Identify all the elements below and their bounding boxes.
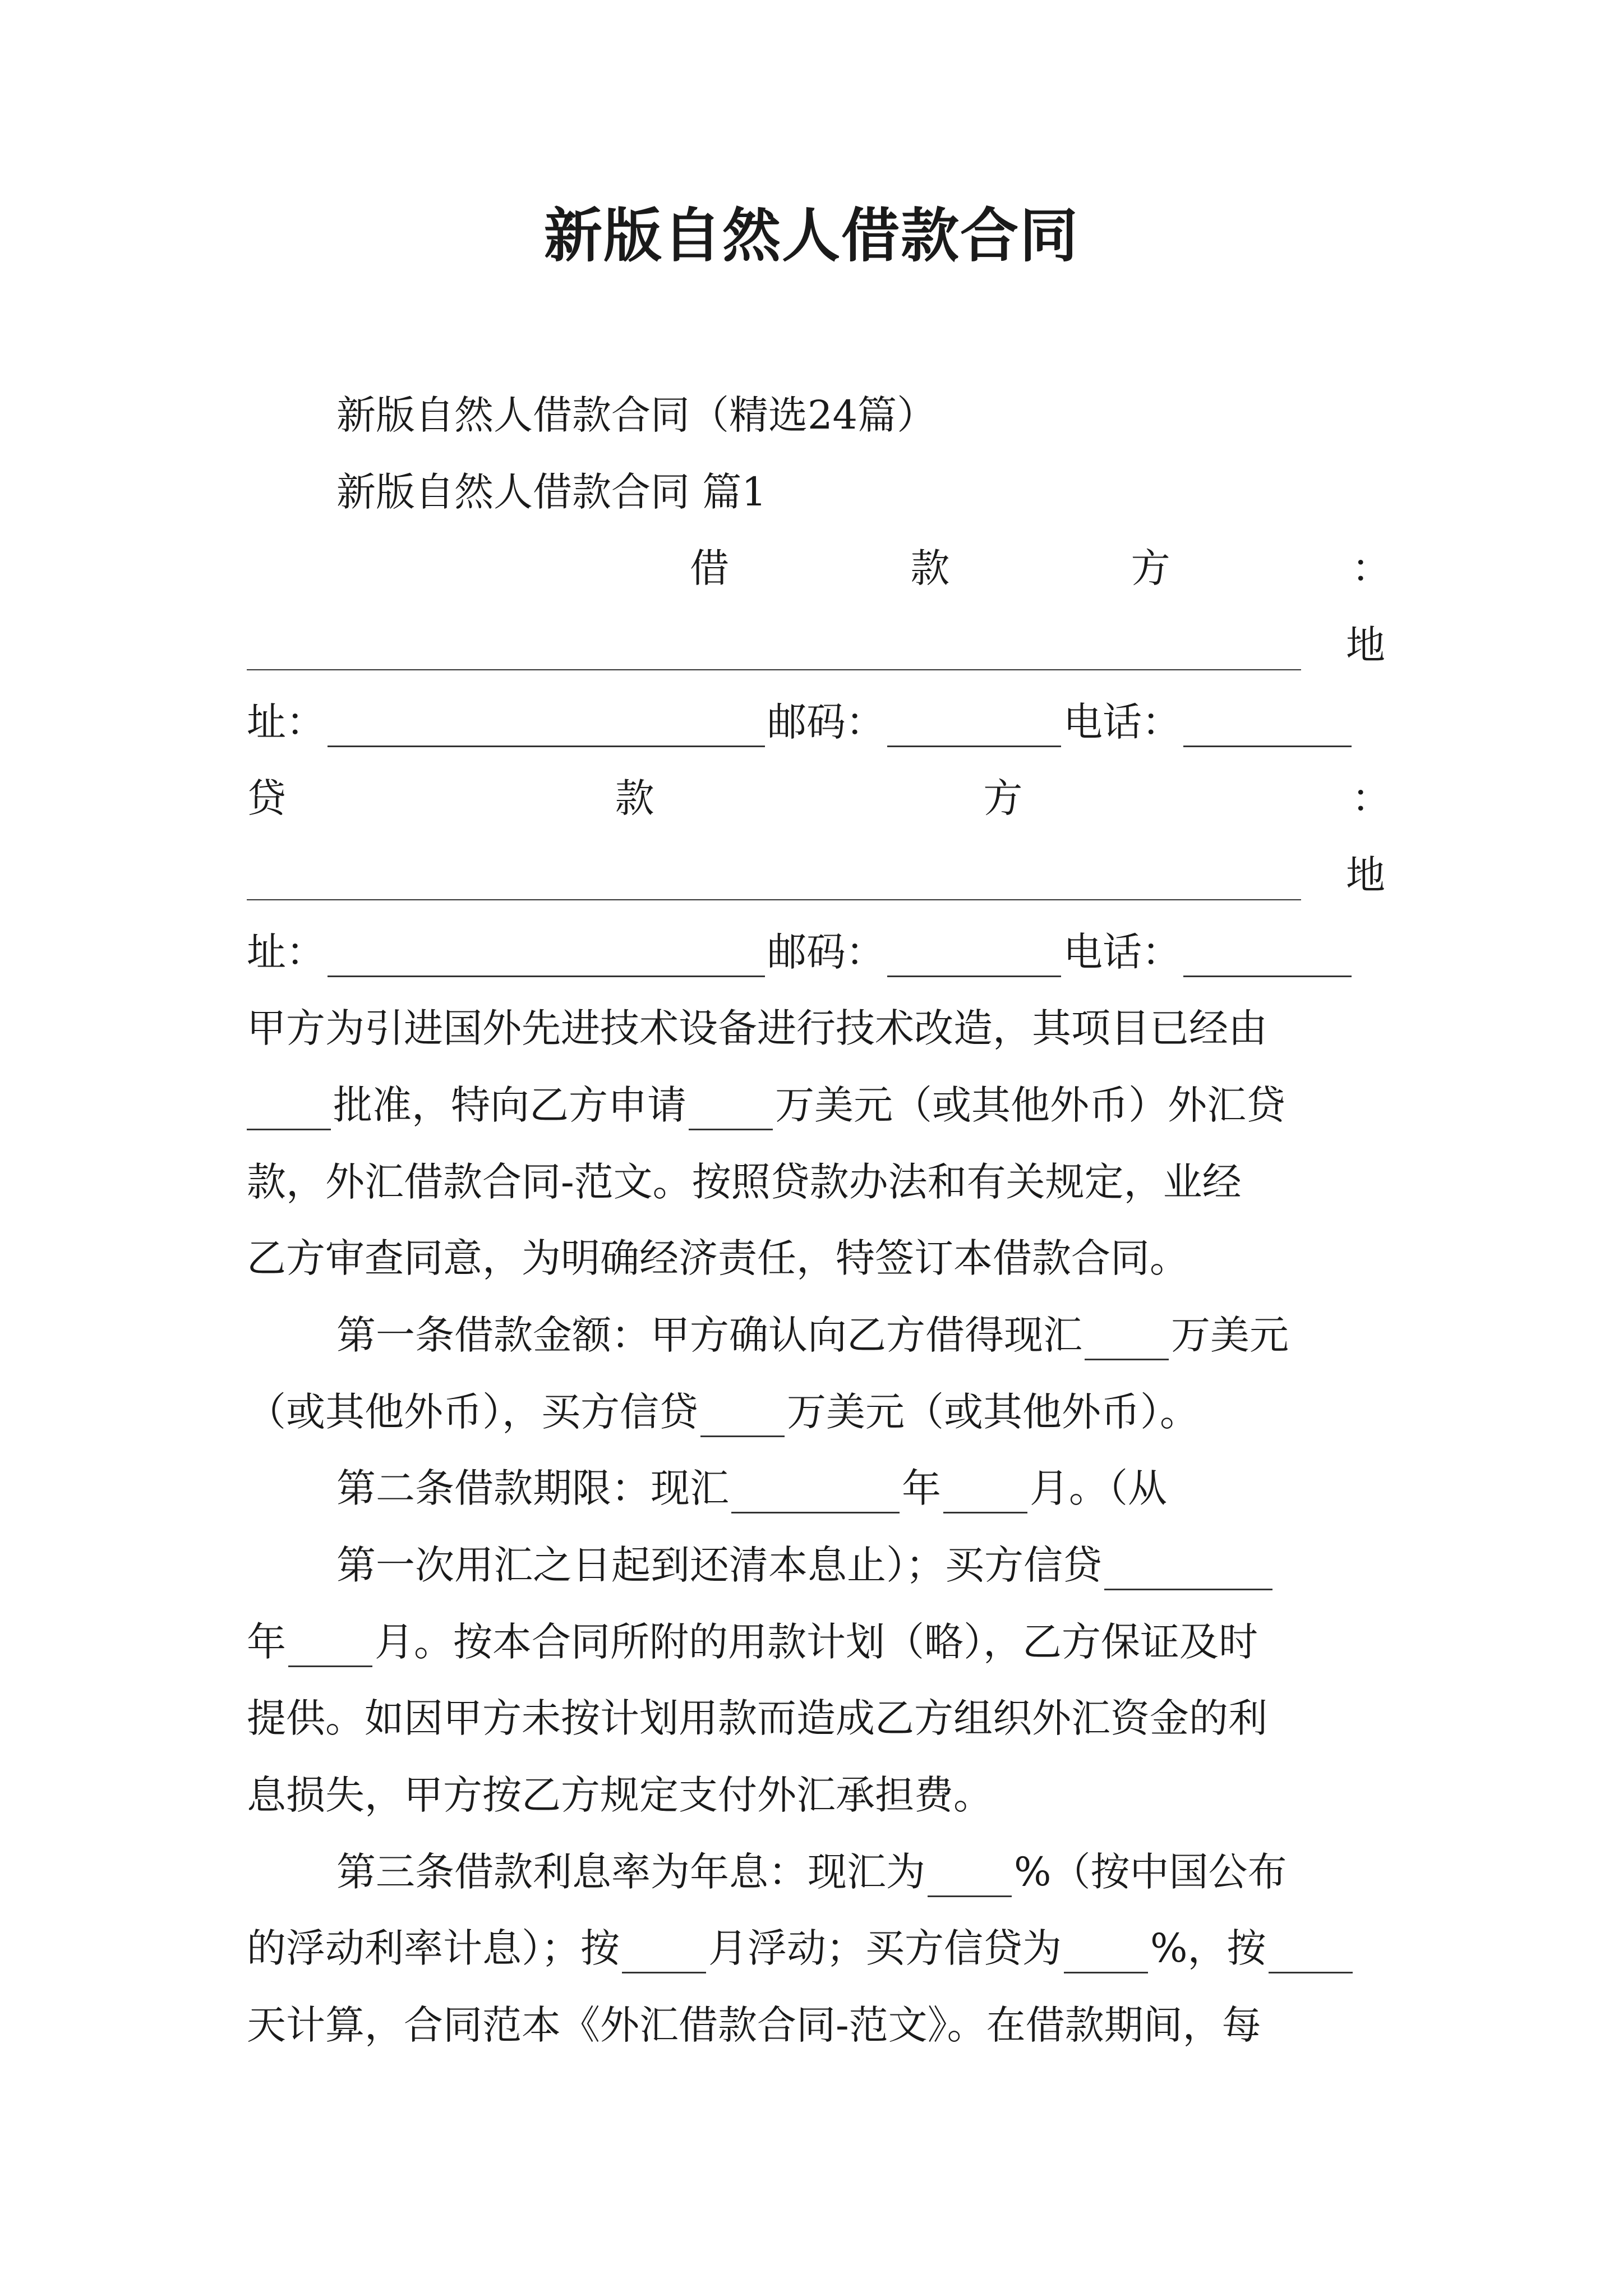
document-title: 新版自然人借款合同: [543, 201, 1079, 270]
borrower-label: 借 款 方 ：: [690, 545, 1391, 591]
article-3-line-2: 的浮动利率计息）；按 月浮动；买方信贷为 %，按: [247, 1923, 1391, 1973]
article-1-line-2: （或其他外币），买方信贷 万美元（或其他外币）。: [247, 1387, 1391, 1437]
spot-amount-blank[interactable]: [1085, 1319, 1169, 1360]
intro-line-1: 甲方为引进国外先进技术设备进行技术改造，其项目已经由: [247, 1005, 1267, 1051]
approver-blank[interactable]: [247, 1089, 331, 1130]
article-2-line-5: 息损失，甲方按乙方规定支付外汇承担费。: [247, 1772, 993, 1818]
lender-phone-blank[interactable]: [1183, 936, 1352, 977]
loan-amount-blank[interactable]: [689, 1089, 773, 1130]
day-count-blank[interactable]: [1269, 1932, 1353, 1973]
intro-line-4: 乙方审查同意，为明确经济责任，特签订本借款合同。: [247, 1235, 1189, 1281]
lender-name-line: 地: [247, 850, 1391, 900]
borrower-postcode-blank[interactable]: [887, 706, 1061, 747]
spot-term-month-blank[interactable]: [943, 1473, 1027, 1513]
article-2-line-3: 年 月。按本合同所附的用款计划（略），乙方保证及时: [247, 1617, 1391, 1667]
borrower-phone-blank[interactable]: [1183, 706, 1352, 747]
borrower-contact-line: 址： 邮码： 电话：: [247, 697, 1391, 747]
lender-postcode-blank[interactable]: [887, 936, 1061, 977]
spot-term-year-blank[interactable]: [731, 1473, 900, 1513]
borrower-name-blank[interactable]: [247, 630, 1301, 670]
lender-name-blank[interactable]: [247, 860, 1301, 900]
borrower-address-blank[interactable]: [328, 706, 765, 747]
article-2-line-1: 第二条借款期限：现汇 年 月。（从: [336, 1463, 1391, 1513]
float-month-blank[interactable]: [622, 1932, 706, 1973]
buyer-credit-term-year-blank[interactable]: [1104, 1549, 1272, 1590]
buyer-credit-amount-blank[interactable]: [700, 1396, 785, 1437]
article-3-line-3: 天计算，合同范本《外汇借款合同-范文》。在借款期间，每: [247, 2002, 1261, 2048]
lender-contact-line: 址： 邮码： 电话：: [247, 927, 1391, 977]
article-2-line-4: 提供。如因甲方未按计划用款而造成乙方组织外汇资金的利: [247, 1695, 1267, 1741]
intro-line-3: 款，外汇借款合同-范文。按照贷款办法和有关规定，业经: [247, 1159, 1242, 1205]
lender-address-blank[interactable]: [328, 936, 765, 977]
article-3-line-1: 第三条借款利息率为年息：现汇为 %（按中国公布: [336, 1847, 1391, 1897]
intro-line-2: 批准，特向乙方申请 万美元（或其他外币）外汇贷: [247, 1080, 1391, 1130]
buyer-credit-term-month-blank[interactable]: [288, 1626, 372, 1667]
spot-rate-blank[interactable]: [928, 1856, 1012, 1897]
borrower-name-line: 地: [247, 620, 1391, 670]
subtitle: 新版自然人借款合同（精选24篇）: [336, 392, 937, 438]
lender-label: 贷 款 方 ：: [247, 775, 1391, 821]
article-2-line-2: 第一次用汇之日起到还清本息止）；买方信贷: [336, 1540, 1391, 1590]
buyer-credit-rate-blank[interactable]: [1064, 1932, 1148, 1973]
part-heading: 新版自然人借款合同 篇1: [336, 469, 767, 515]
article-1-line-1: 第一条借款金额：甲方确认向乙方借得现汇 万美元: [336, 1310, 1391, 1360]
